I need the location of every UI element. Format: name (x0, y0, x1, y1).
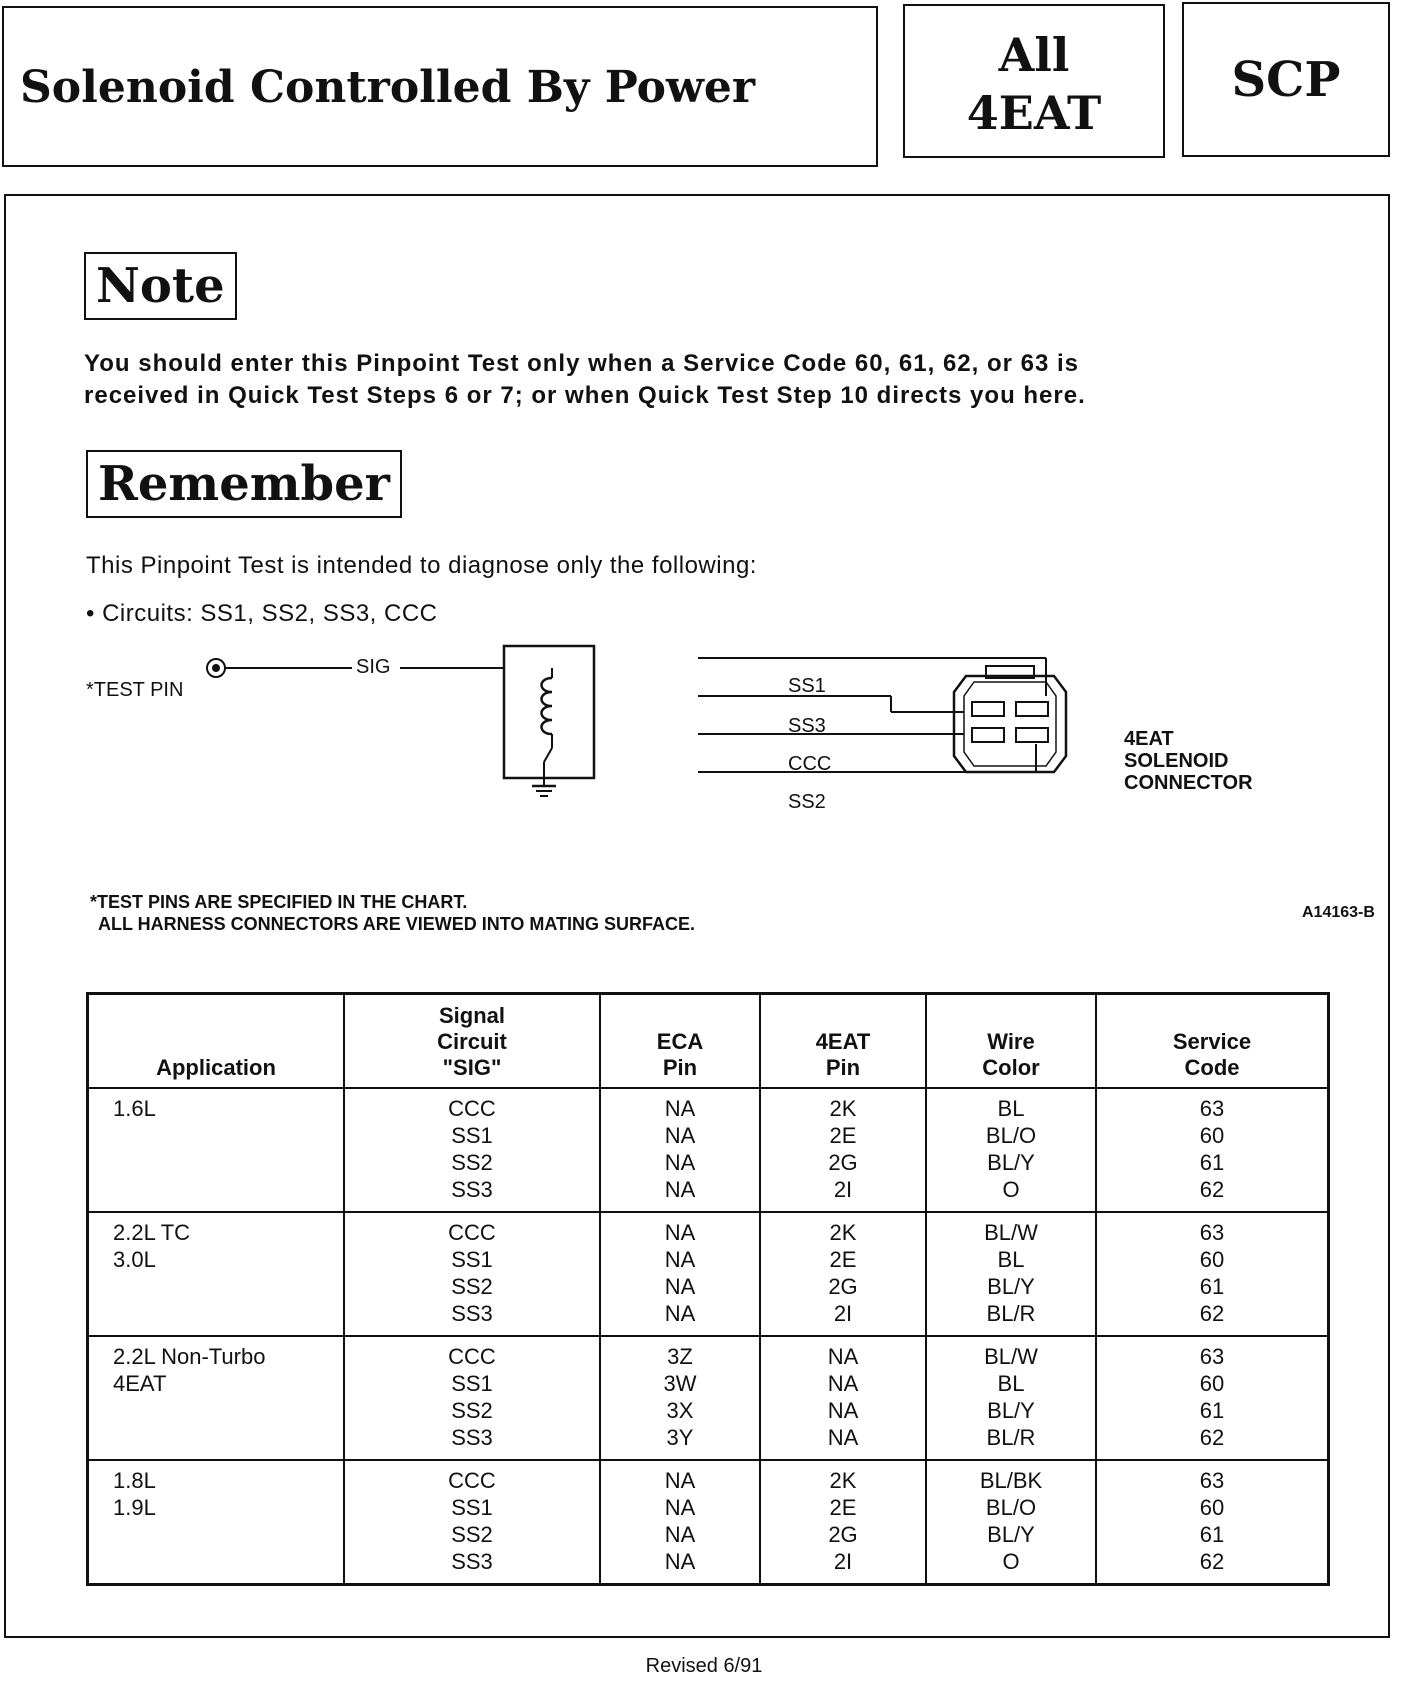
cell-line: 2E (829, 1495, 857, 1520)
cell-line: 2K (829, 1468, 857, 1493)
cell-application (88, 1336, 345, 1460)
col-header-service-code: Service Code (1096, 994, 1329, 1089)
connector-caption-line-1: 4EAT (1124, 728, 1174, 750)
cell-line: BL/O (985, 1123, 1037, 1148)
cell-line: NA (664, 1220, 696, 1245)
revision-date: Revised 6/91 (645, 1655, 763, 1677)
cell-line: NA (827, 1398, 859, 1423)
cell-line: BL (997, 1371, 1025, 1396)
cell-4eat-pin (760, 1460, 926, 1585)
cell-wire-color (926, 1460, 1096, 1585)
cell-signal-circuit (344, 1336, 600, 1460)
bullet-text: Circuits: SS1, SS2, SS3, CCC (102, 600, 438, 627)
cell-line: 2G (828, 1522, 858, 1547)
cell-line: NA (664, 1274, 696, 1299)
cell-line: BL/O (985, 1495, 1037, 1520)
test-pin-icon (207, 659, 225, 677)
cell-signal-circuit (344, 1212, 600, 1336)
cell-line: SS1 (451, 1495, 493, 1520)
cell-line: 2K (829, 1096, 857, 1121)
cell-line: 60 (1199, 1247, 1225, 1272)
note-text-line-1: You should enter this Pinpoint Test only when a Service Code 60, 61, 62, or 63 is (84, 350, 1080, 377)
cell-line: NA (664, 1495, 696, 1520)
cell-line: SS3 (451, 1549, 493, 1574)
bullet-icon: • (86, 600, 103, 627)
cell-line: 2G (828, 1274, 858, 1299)
cell-line: 3W (663, 1371, 697, 1396)
cell-line: 3Y (666, 1425, 694, 1450)
table-row (88, 1460, 1329, 1585)
wire-label-ss1: SS1 (788, 675, 826, 697)
cell-line: CCC (448, 1468, 496, 1493)
cell-line: 60 (1199, 1495, 1225, 1520)
applicability-box (903, 4, 1165, 158)
applicability-line-1: All (998, 28, 1070, 82)
cell-line: SS1 (451, 1123, 493, 1148)
cell-line: 62 (1199, 1301, 1225, 1326)
test-code-box (1182, 2, 1390, 157)
cell-4eat-pin (760, 1212, 926, 1336)
ground-icon (532, 778, 556, 796)
cell-line: 4EAT (113, 1371, 167, 1396)
cell-line: 62 (1199, 1549, 1225, 1574)
cell-line: NA (664, 1522, 696, 1547)
cell-line: BL/Y (987, 1398, 1035, 1423)
cell-line: 2K (829, 1220, 857, 1245)
cell-line: NA (664, 1096, 696, 1121)
cell-line: BL/R (986, 1425, 1036, 1450)
cell-application (88, 1212, 345, 1336)
cell-line: 2G (828, 1150, 858, 1175)
cell-line: CCC (448, 1096, 496, 1121)
cell-line: BL/Y (987, 1150, 1035, 1175)
cell-line: BL/Y (987, 1522, 1035, 1547)
cell-service-code (1096, 1336, 1329, 1460)
cell-line: BL/W (984, 1220, 1038, 1245)
table-row (88, 1336, 1329, 1460)
cell-line: BL (997, 1247, 1025, 1272)
cell-line: NA (827, 1344, 859, 1369)
cell-line: 1.9L (113, 1495, 156, 1520)
page-title: Solenoid Controlled By Power (20, 62, 756, 113)
cell-line: NA (664, 1123, 696, 1148)
cell-4eat-pin (760, 1088, 926, 1212)
cell-line: 3Z (667, 1344, 693, 1369)
cell-line: SS1 (451, 1247, 493, 1272)
pin-spec-table (86, 992, 1330, 1586)
cell-line: 2E (829, 1247, 857, 1272)
figure-id: A14163-B (1302, 904, 1375, 921)
cell-line: BL/BK (979, 1468, 1043, 1493)
note-text-line-2: received in Quick Test Steps 6 or 7; or when Quick Test Step 10 directs you here. (84, 382, 1086, 409)
col-header-application: Application (88, 994, 345, 1089)
connector-caption-line-2: SOLENOID (1124, 750, 1229, 772)
cell-line: NA (827, 1425, 859, 1450)
cell-line: O (1002, 1177, 1020, 1202)
test-code: SCP (1231, 52, 1341, 108)
cell-line: 2I (833, 1177, 853, 1202)
cell-line: 2.2L TC (113, 1220, 191, 1245)
cell-line: BL (997, 1096, 1025, 1121)
cell-application (88, 1088, 345, 1212)
schematic-diagram (6, 196, 1392, 916)
applicability-line-2: 4EAT (966, 86, 1102, 140)
cell-line: 2.2L Non-Turbo (113, 1344, 266, 1369)
cell-line: 63 (1199, 1344, 1225, 1369)
cell-eca-pin (600, 1336, 760, 1460)
cell-line: 61 (1199, 1274, 1225, 1299)
cell-line: 61 (1199, 1150, 1225, 1175)
cell-line: NA (664, 1247, 696, 1272)
cell-line: SS3 (451, 1177, 493, 1202)
cell-line: 2I (833, 1549, 853, 1574)
remember-intro: This Pinpoint Test is intended to diagnose only the following: (86, 552, 757, 579)
cell-line: 2E (829, 1123, 857, 1148)
cell-service-code (1096, 1212, 1329, 1336)
main-panel (4, 194, 1390, 1638)
cell-signal-circuit (344, 1088, 600, 1212)
cell-line: SS2 (451, 1522, 493, 1547)
col-header-4eat-pin: 4EAT Pin (760, 994, 926, 1089)
footnote-test-pins: *TEST PINS ARE SPECIFIED IN THE CHART. (90, 892, 468, 912)
cell-line: O (1002, 1549, 1020, 1574)
cell-application (88, 1460, 345, 1585)
cell-line: 63 (1199, 1096, 1225, 1121)
col-header-wire-color: Wire Color (926, 994, 1096, 1089)
cell-service-code (1096, 1460, 1329, 1585)
cell-line: SS3 (451, 1301, 493, 1326)
cell-line: 1.6L (113, 1096, 156, 1121)
wire-label-ccc: CCC (788, 753, 832, 775)
cell-line: NA (827, 1371, 859, 1396)
cell-line: NA (664, 1301, 696, 1326)
applicability-label (905, 26, 1163, 142)
table-header-row (88, 994, 1329, 1089)
cell-line: 62 (1199, 1177, 1225, 1202)
connector-caption (1124, 728, 1253, 794)
cell-eca-pin (600, 1212, 760, 1336)
cell-line: 1.8L (113, 1468, 156, 1493)
cell-line: SS1 (451, 1371, 493, 1396)
cell-line: SS2 (451, 1398, 493, 1423)
connector-caption-line-3: CONNECTOR (1124, 772, 1253, 794)
cell-line: NA (664, 1468, 696, 1493)
test-pin-label: *TEST PIN (86, 679, 184, 701)
cell-line: 63 (1199, 1220, 1225, 1245)
sig-label: SIG (356, 656, 391, 678)
connector-icon (954, 666, 1066, 772)
cell-wire-color (926, 1212, 1096, 1336)
cell-line: BL/R (986, 1301, 1036, 1326)
table-body (88, 1088, 1329, 1585)
cell-line: SS3 (451, 1425, 493, 1450)
cell-eca-pin (600, 1460, 760, 1585)
cell-line: SS2 (451, 1150, 493, 1175)
cell-wire-color (926, 1088, 1096, 1212)
cell-line: 61 (1199, 1398, 1225, 1423)
cell-line: 60 (1199, 1371, 1225, 1396)
cell-line: NA (664, 1549, 696, 1574)
cell-line: BL/W (984, 1344, 1038, 1369)
wire-label-ss3: SS3 (788, 715, 826, 737)
cell-line: 62 (1199, 1425, 1225, 1450)
cell-line: 3.0L (113, 1247, 156, 1272)
cell-line: SS2 (451, 1274, 493, 1299)
cell-wire-color (926, 1336, 1096, 1460)
solenoid-coil-icon (542, 678, 553, 734)
cell-line: CCC (448, 1344, 496, 1369)
cell-line: 61 (1199, 1522, 1225, 1547)
cell-line: BL/Y (987, 1274, 1035, 1299)
solenoid-box (504, 646, 594, 778)
note-heading: Note (84, 252, 237, 320)
cell-signal-circuit (344, 1460, 600, 1585)
title-box (2, 6, 878, 167)
wire-label-ss2: SS2 (788, 791, 826, 813)
col-header-eca-pin: ECA Pin (600, 994, 760, 1089)
remember-heading: Remember (86, 450, 402, 518)
table-row (88, 1088, 1329, 1212)
cell-line: 63 (1199, 1468, 1225, 1493)
cell-line: NA (664, 1177, 696, 1202)
coil-lead-angle (544, 748, 552, 762)
cell-service-code (1096, 1088, 1329, 1212)
cell-line: 2I (833, 1301, 853, 1326)
cell-eca-pin (600, 1088, 760, 1212)
cell-line: 60 (1199, 1123, 1225, 1148)
col-header-signal-circuit: Signal Circuit "SIG" (344, 994, 600, 1089)
cell-4eat-pin (760, 1336, 926, 1460)
cell-line: 3X (666, 1398, 694, 1423)
cell-line: NA (664, 1150, 696, 1175)
table-row (88, 1212, 1329, 1336)
footnote-harness: ALL HARNESS CONNECTORS ARE VIEWED INTO MATING SURFACE. (98, 914, 696, 934)
cell-line: CCC (448, 1220, 496, 1245)
